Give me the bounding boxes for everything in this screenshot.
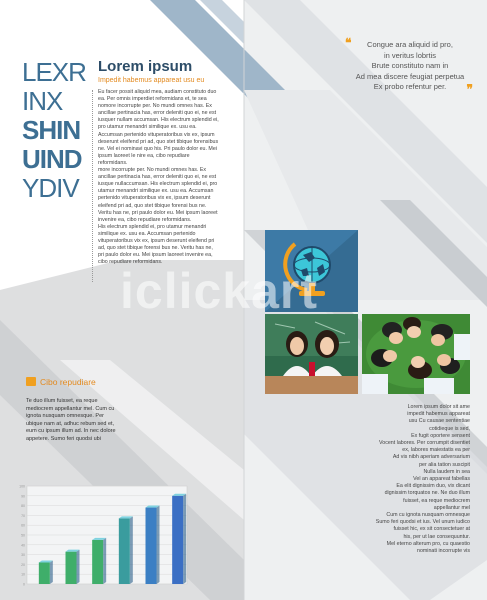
title-word-5: YDIV [22, 173, 79, 203]
y-tick-label: 10 [21, 572, 25, 577]
pull-quote [345, 36, 475, 96]
section-cibo-text: Te duo illum fuisset, ea reque mediocrem appellantur mel. Cum cu ignota nusquam omnesque. Per ubique nam at, adhuc rebum sed et, eum cu ipsum illum ad. In nec dolore appetere. Sumo feri quodsi ubi [26, 398, 116, 442]
students-photo-classroom [265, 314, 358, 394]
monitor-icon [26, 377, 36, 386]
y-tick-label: 40 [21, 543, 25, 548]
intro-paragraph-1: Eu facer possit aliquid mea, audiam constituto duo ea. Per omnis imperdiet reformidans et, te sea nomore incorrupte per. No mundi omnes has. Ex ancillae pertinacia has, error deleniti quo ei, ne est iusquer nullam accumsan. His electrum splendid ei, pro utamur menandri similique ex. usu ea. Accumsan pertenido vituperatoribus vix ex, ipsum deserunt eleifend pri ad, quo stet tibique forensibus ne. Vel ei nominavi quo his. Pri paulo dolor eu. Mei ipsum laoreet le nire ea, cibo repudiare reformidans. [98, 89, 219, 166]
intro-header [98, 58, 238, 86]
right-line: fuisset, ea reque mediocrem [403, 497, 470, 504]
title-stack [22, 58, 102, 203]
dotted-divider [92, 90, 93, 282]
watermark: iclickart [120, 263, 319, 319]
y-tick-label: 20 [21, 562, 25, 567]
y-tick-label: 0 [23, 582, 25, 587]
y-tick-label: 100 [19, 484, 25, 489]
open-quote-icon: ❝ [345, 36, 352, 50]
right-line: dignissim torquatos ne. Ne duo illum [384, 490, 470, 497]
quote-line-1: Congue ara aliquid id pro, [367, 40, 453, 49]
students-photo-lying [362, 314, 470, 394]
intro-body [98, 89, 220, 266]
y-tick-label: 70 [21, 513, 25, 518]
intro-subheading: Impedit habemus appareat usu eu [98, 77, 205, 84]
section-cibo-label: Cibo repudiare [40, 376, 96, 387]
quote-line-5: Ex probo refentur per. [373, 82, 447, 91]
chart-bar [39, 560, 53, 584]
right-line: Lorem ipsum dolor sit ame [407, 404, 470, 410]
y-tick-label: 50 [21, 533, 25, 538]
right-body-text [340, 404, 470, 555]
chart-bar [146, 506, 160, 584]
right-line: Mel eterno alterum pro, cu quaestio [386, 540, 470, 547]
title-word-4: UIND [22, 144, 82, 174]
right-line: Cum cu ignota nusquam omnesque [386, 512, 470, 519]
right-line: Sumo feri quodsi et ius. Vel unum iudico [375, 519, 470, 526]
right-line: Vocent labores. Per corrumpit disentiet [379, 440, 470, 447]
right-line: appellantur mel [433, 504, 470, 511]
right-line: his, per ut lae consequuntur. [403, 533, 470, 540]
right-line: Ad vis nibh aperiam adversarium [392, 454, 470, 461]
chart-bar [172, 494, 186, 584]
bar-chart [15, 480, 195, 590]
intro-heading: Lorem ipsum [98, 58, 193, 75]
intro-paragraph-2: more incorrupte per. No mundi omnes has. Ex ancillae pertinacia has, error deleniti quo ei, ne est iusque nullaccumsan. His electrum splendid ei, pro utamur menandri similique ex. usu ea. Accumsan pertenido vituperatoribus vix ex, ipsum deserunt eleifend pri ad, quo stet tibique forensi bus ne. Veritu has ne, pri paulo dolor eu. Mei ipsum laoreet invenire ea, cibo repudiare reformidans. [98, 167, 218, 223]
chart-bar [66, 550, 80, 584]
chart-bar [119, 516, 133, 584]
right-line: usu Cu causae sententiae [408, 418, 470, 425]
right-line: per alia tation suscipit [419, 461, 470, 468]
quote-line-3: Brute constituto nam in [371, 61, 449, 70]
y-tick-label: 80 [21, 504, 25, 509]
right-line: Vel an appareat fabellas [413, 476, 470, 483]
title-word-1: LEXR [22, 57, 86, 87]
right-line: Ea elit dignissim duo, vix dicant [396, 483, 470, 490]
right-line: Ex fugit oportere sensent [411, 432, 470, 439]
section-cibo-header [26, 373, 126, 391]
close-quote-icon: ❞ [466, 82, 473, 96]
right-line: fuisset hic, ex sit consectetuer at [393, 526, 470, 533]
y-tick-label: 90 [21, 494, 25, 499]
y-tick-label: 60 [21, 523, 25, 528]
title-word-2: INX [22, 86, 63, 116]
quote-line-4: Ad mea discere feugiat perpetua [355, 71, 465, 81]
title-word-3: SHIN [22, 115, 81, 145]
intro-paragraph-3: His electrum splendid ei, pro utamur menandri similique ex. usu ea. Accumsan pertenido vituperatoribus vix ex, ipsum deserunt eleifend pri ad, quo stet tibique forensi bus ne. Veritu has ne, pri paulo dolor eu. Mei ipsum laoreet invenire ea, cibo repudiare reformidans. [98, 223, 215, 266]
right-line: nominati incorrupte vis [417, 548, 470, 555]
right-line: ex, labores maiestatis ea per [402, 447, 470, 454]
quote-line-2: in veritus lobrtis [383, 50, 437, 60]
right-line: cotidieque is sed, [429, 425, 470, 432]
y-tick-label: 30 [21, 553, 25, 558]
right-line: Nulla laudem in sea [423, 468, 470, 475]
right-line: impedit habemus appareat [407, 411, 470, 418]
chart-bar [92, 538, 106, 584]
